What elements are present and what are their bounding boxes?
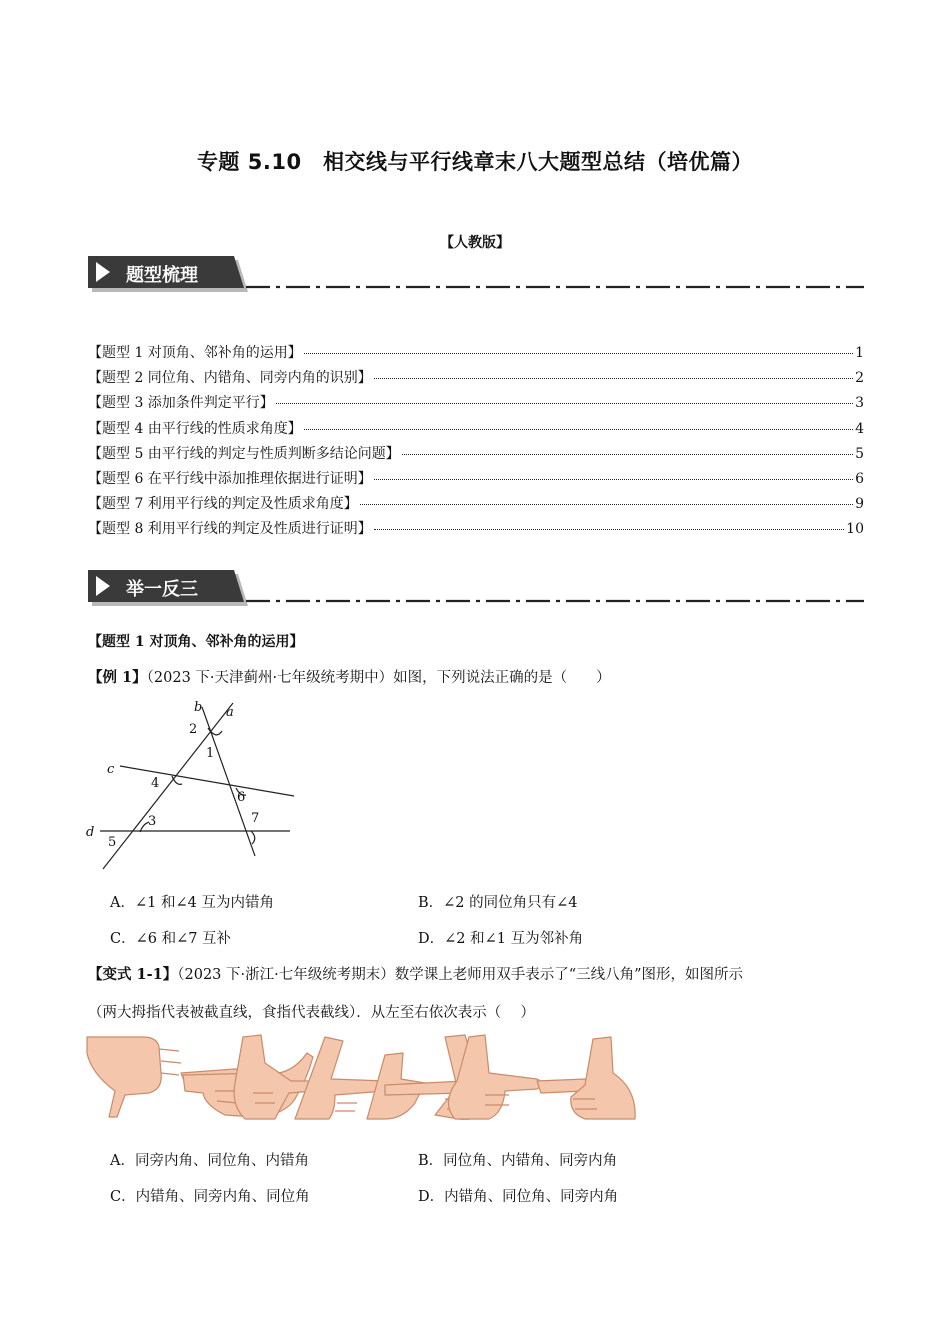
example-text: （2023 下·天津蓟州·七年级统考期中）如图，下列说法正确的是（ ） [146,670,611,686]
page-title: 专题 5.10 相交线与平行线章末八大题型总结（培优篇） [196,150,754,174]
toc-label: 【题型 8 利用平行线的判定及性质进行证明】 [88,521,372,538]
toc-item[interactable] [88,392,864,417]
toc-leader [374,479,853,480]
banner-graphic [88,570,868,608]
hands-figure [85,1033,640,1123]
toc-leader [304,353,853,354]
section-heading: 【题型 1 对顶角、邻补角的运用】 [88,634,304,650]
toc-label: 【题型 5 由平行线的判定与性质判断多结论问题】 [88,445,400,462]
option-b[interactable]: B．∠2 的同位角只有∠4 [418,895,578,911]
edition-label: 【人教版】 [440,235,510,251]
toc-page: 10 [846,521,864,538]
option-a[interactable]: A．∠1 和∠4 互为内错角 [110,895,274,911]
label-b: b [194,700,203,715]
toc-item[interactable] [88,342,864,367]
variant-text-line2: （两大拇指代表被截直线，食指代表截线）．从左至右依次表示（ ） [88,1005,535,1021]
toc-leader [304,429,853,430]
variant-text-line1: （2023 下·浙江·七年级统考期末）数学课上老师用双手表示了“三线八角”图形，如图所示 [177,967,744,983]
option-c[interactable]: C．∠6 和∠7 互补 [110,931,232,947]
angle-label: 4 [151,776,160,791]
lines-figure [80,698,310,873]
toc-page: 2 [855,370,864,387]
toc-page: 4 [855,420,864,437]
toc-item[interactable] [88,493,864,518]
toc-leader [374,529,844,530]
toc-leader [374,378,853,379]
toc-page: 9 [855,496,864,513]
left-hand [87,1037,161,1117]
toc-page: 5 [855,445,864,462]
banner-graphic [88,256,868,294]
angle-label: 2 [189,722,198,737]
toc-leader [276,403,853,404]
angle-arc [251,831,255,844]
banner-label: 举一反三 [126,579,198,600]
section-banner-practice [88,570,868,606]
example-tag: 【例 1】 [88,669,147,686]
toc-label: 【题型 7 利用平行线的判定及性质求角度】 [88,496,358,513]
toc-item[interactable] [88,518,864,543]
line-a [103,703,233,869]
option-b[interactable]: B．同位角、内错角、同旁内角 [418,1153,618,1169]
option-d[interactable]: D．内错角、同位角、同旁内角 [418,1189,619,1205]
toc-label: 【题型 6 在平行线中添加推理依据进行证明】 [88,470,372,487]
toc-page: 6 [855,470,864,487]
right-hand [571,1037,635,1119]
angle-arc [172,776,182,784]
toc-leader [402,454,853,455]
angle-label: 7 [251,811,260,826]
table-of-contents [88,342,864,544]
variant-1-1-question [88,963,743,984]
toc-item[interactable] [88,418,864,443]
example-1-question [88,666,611,687]
toc-label: 【题型 3 添加条件判定平行】 [88,395,274,412]
toc-leader [360,504,853,505]
label-c: c [107,762,115,777]
toc-page: 3 [855,395,864,412]
label-a: a [226,705,234,720]
toc-item[interactable] [88,443,864,468]
angle-label: 6 [237,790,246,805]
toc-label: 【题型 1 对顶角、邻补角的运用】 [88,345,302,361]
option-c[interactable]: C．内错角、同旁内角、同位角 [110,1189,310,1205]
angle-label: 3 [148,814,157,829]
toc-label: 【题型 4 由平行线的性质求角度】 [88,420,302,437]
label-d: d [86,825,95,840]
angle-label: 1 [206,746,215,761]
option-a[interactable]: A．同旁内角、同位角、内错角 [110,1153,309,1169]
banner-label: 题型梳理 [126,265,198,286]
line-c [120,766,294,796]
angle-label: 5 [108,835,117,850]
section-banner-toc [88,256,868,292]
toc-label: 【题型 2 同位角、内错角、同旁内角的识别】 [88,370,372,387]
variant-tag: 【变式 1-1】 [88,966,178,983]
toc-item[interactable] [88,468,864,493]
option-d[interactable]: D．∠2 和∠1 互为邻补角 [418,931,584,947]
toc-item[interactable] [88,367,864,392]
toc-page: 1 [855,345,864,361]
